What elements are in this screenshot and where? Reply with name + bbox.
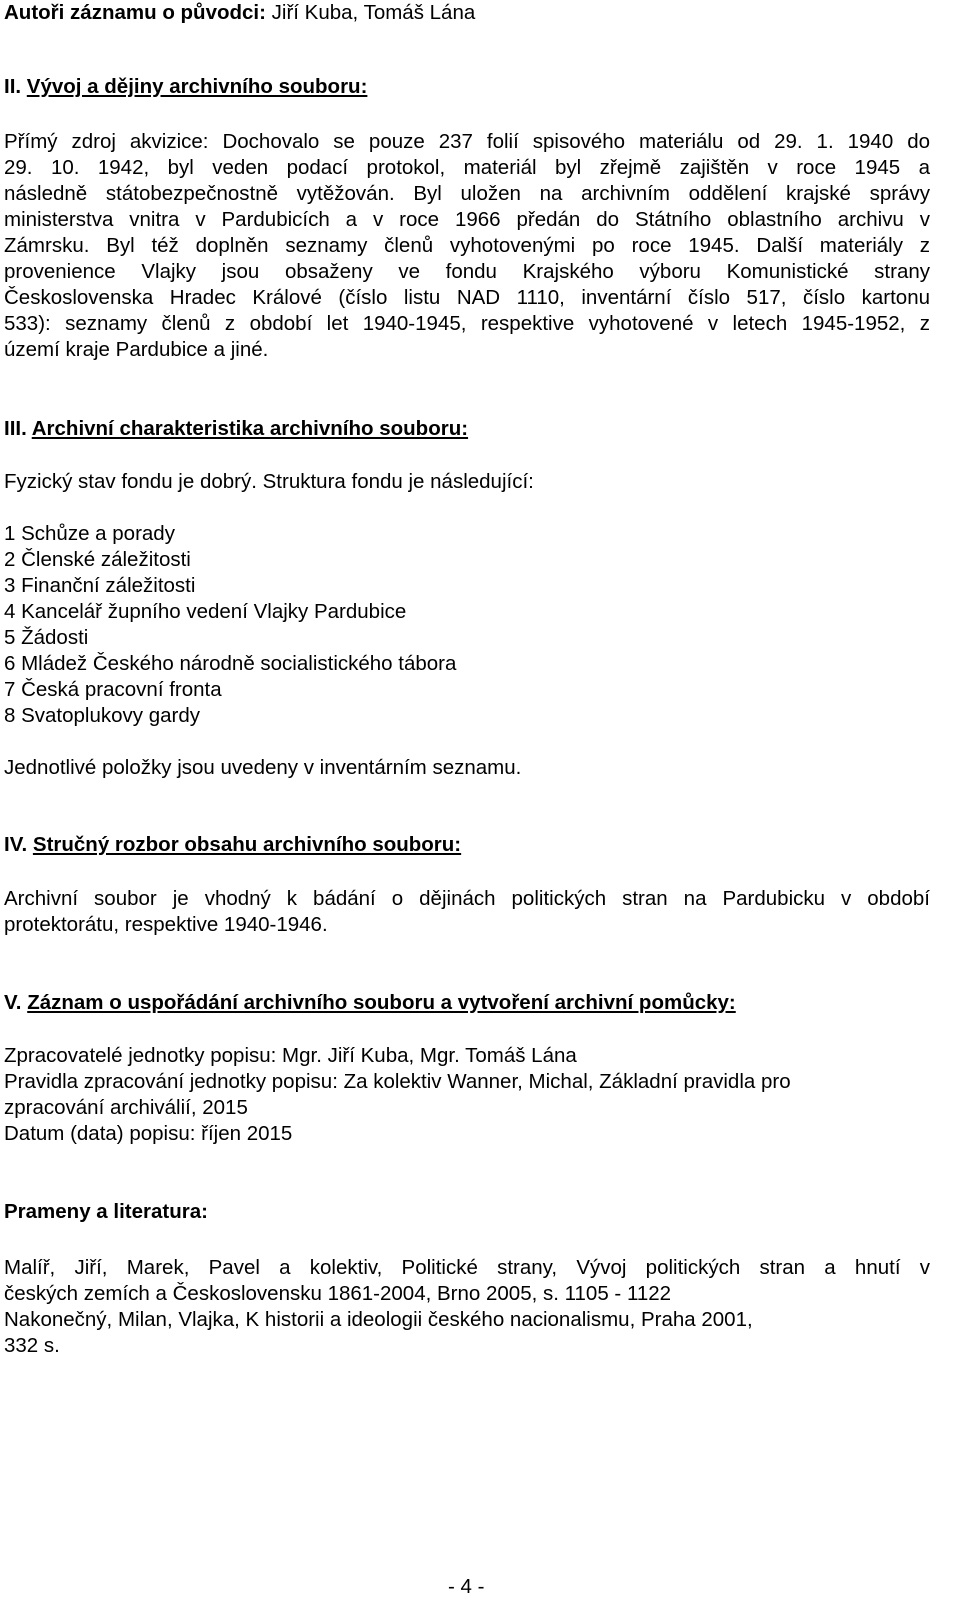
section4-number: IV. — [4, 833, 28, 856]
section5-heading — [4, 990, 736, 1016]
authors-line — [4, 0, 475, 26]
structure-item: 7 Česká pracovní fronta — [4, 678, 222, 701]
section2-line: Přímý zdroj akvizice: Dochovalo se pouze 237 folií spisového materiálu od 29. 1. 1940 do — [4, 130, 930, 153]
section2-title: Vývoj a dějiny archivního souboru: — [26, 75, 368, 98]
section2-line: 29. 10. 1942, byl veden podací protokol, materiál byl zřejmě zajištěn v roce 1945 a — [4, 156, 930, 179]
section2-number: II. — [4, 75, 22, 98]
section5-line: Datum (data) popisu: říjen 2015 — [4, 1122, 293, 1145]
section3-note: Jednotlivé položky jsou uvedeny v inventárním seznamu. — [4, 756, 522, 779]
sources-line: 332 s. — [4, 1334, 60, 1357]
section2-heading — [4, 74, 367, 100]
structure-item: 1 Schůze a porady — [4, 522, 175, 545]
authors-label: Autoři záznamu o původci: — [4, 1, 266, 24]
structure-item: 5 Žádosti — [4, 626, 89, 649]
structure-item: 4 Kancelář župního vedení Vlajky Pardubice — [4, 600, 407, 623]
section5-line: zpracování archiválií, 2015 — [4, 1096, 248, 1119]
sources-heading: Prameny a literatura: — [4, 1200, 208, 1223]
structure-item: 2 Členské záležitosti — [4, 548, 191, 571]
section3-heading — [4, 416, 468, 442]
section4-title: Stručný rozbor obsahu archivního souboru: — [32, 833, 462, 856]
section4-line: protektorátu, respektive 1940-1946. — [4, 913, 328, 936]
section2-line: ministerstva vnitra v Pardubicích a v roce 1966 předán do Státního oblastního archivu v — [4, 208, 930, 231]
section4-heading — [4, 832, 461, 858]
sources-line: Nakonečný, Milan, Vlajka, K historii a ideologii českého nacionalismu, Praha 2001, — [4, 1308, 753, 1331]
section2-line: 533): seznamy členů z období let 1940-1945, respektive vyhotovené v letech 1945-1952, z — [4, 312, 930, 335]
section2-line: Československa Hradec Králové (číslo listu NAD 1110, inventární číslo 517, číslo kartonu — [4, 286, 930, 309]
section5-number: V. — [4, 991, 22, 1014]
page-number: - 4 - — [448, 1575, 485, 1598]
section2-line: území kraje Pardubice a jiné. — [4, 338, 269, 361]
section2-line: provenience Vlajky jsou obsaženy ve fondu Krajského výboru Komunistické strany — [4, 260, 930, 283]
section2-line: následně státobezpečnostně vytěžován. Byl uložen na archivním oddělení krajské správy — [4, 182, 930, 205]
section2-line: Zámrsku. Byl též doplněn seznamy členů vyhotovenými po roce 1945. Další materiály z — [4, 234, 930, 257]
authors-value: Jiří Kuba, Tomáš Lána — [271, 1, 476, 24]
section5-line: Zpracovatelé jednotky popisu: Mgr. Jiří Kuba, Mgr. Tomáš Lána — [4, 1044, 577, 1067]
structure-item: 8 Svatoplukovy gardy — [4, 704, 201, 727]
section3-number: III. — [4, 417, 27, 440]
sources-line: českých zemích a Československu 1861-2004, Brno 2005, s. 1105 - 1122 — [4, 1282, 672, 1305]
section3-title: Archivní charakteristika archivního souboru: — [31, 417, 469, 440]
structure-item: 3 Finanční záležitosti — [4, 574, 196, 597]
section4-line: Archivní soubor je vhodný k bádání o dějinách politických stran na Pardubicku v období — [4, 887, 930, 910]
section5-title: Záznam o uspořádání archivního souboru a vytvoření archivní pomůcky: — [27, 991, 736, 1014]
structure-item: 6 Mládež Českého národně socialistického tábora — [4, 652, 457, 675]
sources-line: Malíř, Jiří, Marek, Pavel a kolektiv, Politické strany, Vývoj politických stran a hnutí v — [4, 1256, 930, 1279]
section3-intro: Fyzický stav fondu je dobrý. Struktura fondu je následující: — [4, 470, 534, 493]
section5-line: Pravidla zpracování jednotky popisu: Za kolektiv Wanner, Michal, Základní pravidla pro — [4, 1070, 791, 1093]
